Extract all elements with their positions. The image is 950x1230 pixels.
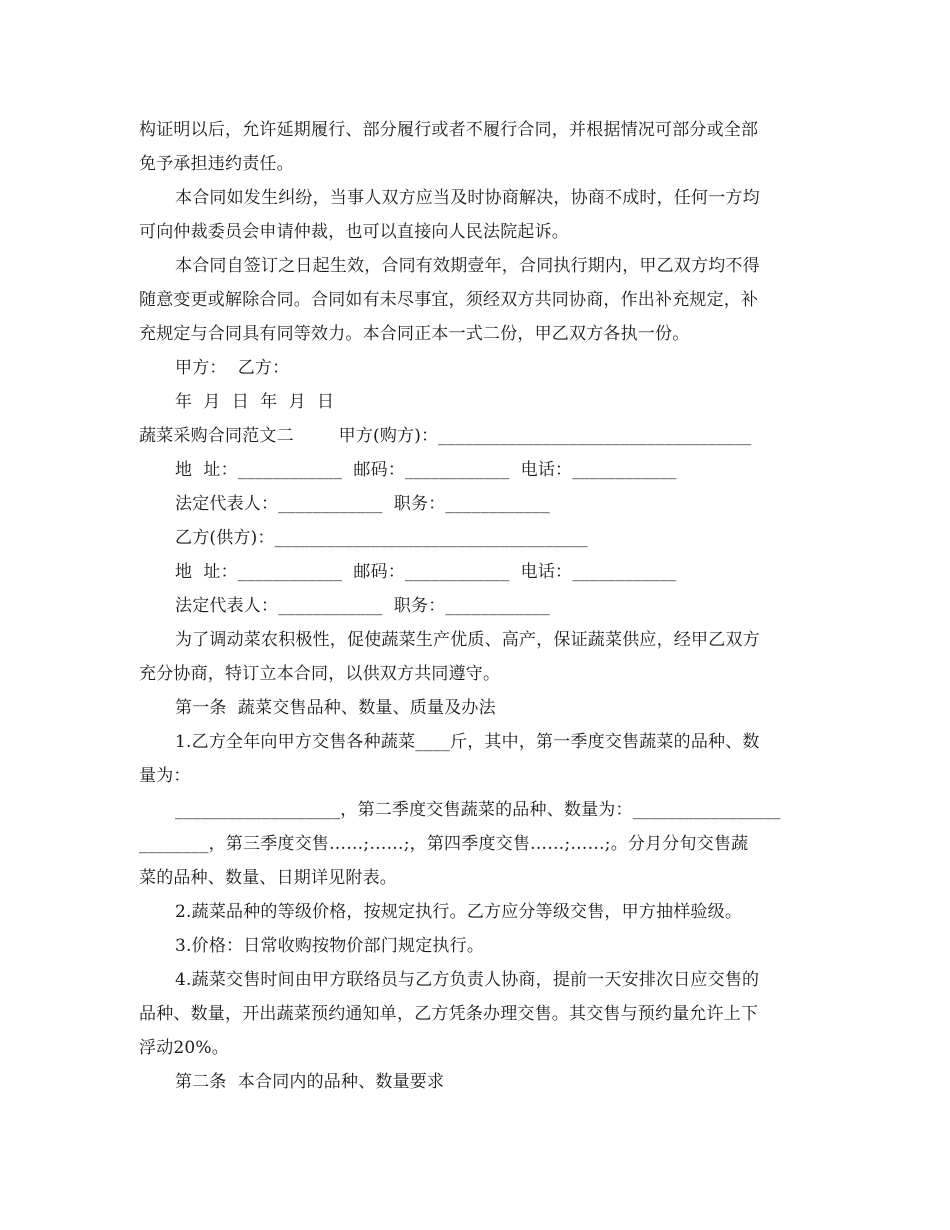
text-line: 4.蔬菜交售时间由甲方联络员与乙方负责人协商，提前一天安排次日应交售的 bbox=[175, 970, 760, 990]
text-line: 为了调动菜农积极性，促使蔬菜生产优质、高产，保证蔬菜供应，经甲乙双方 bbox=[175, 630, 760, 650]
party-a-representative-line: 法定代表人：____________ 职务：____________ bbox=[175, 494, 550, 514]
text-line: 随意变更或解除合同。合同如有未尽事宜，须经双方共同协商，作出补充规定，补 bbox=[139, 290, 759, 310]
text-line: ___________________，第二季度交售蔬菜的品种、数量为：_________________ bbox=[175, 800, 781, 820]
text-line: 免予承担违约责任。 bbox=[139, 154, 294, 174]
text-line: 充分协商，特订立本合同，以供双方共同遵守。 bbox=[139, 664, 501, 684]
signature-parties: 甲方： 乙方： bbox=[175, 358, 290, 378]
text-line: ________，第三季度交售……;……;，第四季度交售……;……;。分月分旬交售蔬 bbox=[139, 834, 749, 854]
text-line: 2.蔬菜品种的等级价格，按规定执行。乙方应分等级交售，甲方抽样验级。 bbox=[175, 902, 743, 922]
text-line: 菜的品种、数量、日期详见附表。 bbox=[139, 868, 397, 888]
text-line: 量为： bbox=[139, 766, 191, 786]
text-line: 3.价格：日常收购按物价部门规定执行。 bbox=[175, 936, 485, 956]
article-heading: 第一条 蔬菜交售品种、数量、质量及办法 bbox=[175, 698, 496, 718]
section-title: 蔬菜采购合同范文二 甲方(购方)：____________________________________ bbox=[139, 426, 752, 446]
text-line: 品种、数量，开出蔬菜预约通知单，乙方凭条办理交售。其交售与预约量允许上下 bbox=[139, 1004, 759, 1024]
text-line: 构证明以后，允许延期履行、部分履行或者不履行合同，并根据情况可部分或全部 bbox=[139, 120, 759, 140]
party-b-representative-line: 法定代表人：____________ 职务：____________ bbox=[175, 596, 550, 616]
signature-dates: 年 月 日 年 月 日 bbox=[175, 392, 335, 412]
text-line: 1.乙方全年向甲方交售各种蔬菜____斤，其中，第一季度交售蔬菜的品种、数 bbox=[175, 732, 760, 752]
text-line: 浮动20%。 bbox=[139, 1038, 229, 1058]
party-b-line: 乙方(供方)：____________________________________ bbox=[175, 528, 588, 548]
party-a-address-line: 地 址：____________ 邮码：____________ 电话：____________ bbox=[175, 460, 677, 480]
text-line: 充规定与合同具有同等效力。本合同正本一式二份，甲乙双方各执一份。 bbox=[139, 324, 690, 344]
text-line: 可向仲裁委员会申请仲裁，也可以直接向人民法院起诉。 bbox=[139, 222, 569, 242]
article-heading: 第二条 本合同内的品种、数量要求 bbox=[175, 1072, 445, 1092]
text-line: 本合同自签订之日起生效，合同有效期壹年，合同执行期内，甲乙双方均不得 bbox=[175, 256, 760, 276]
party-b-address-line: 地 址：____________ 邮码：____________ 电话：____________ bbox=[175, 562, 677, 582]
text-line: 本合同如发生纠纷，当事人双方应当及时协商解决，协商不成时，任何一方均 bbox=[175, 188, 760, 208]
